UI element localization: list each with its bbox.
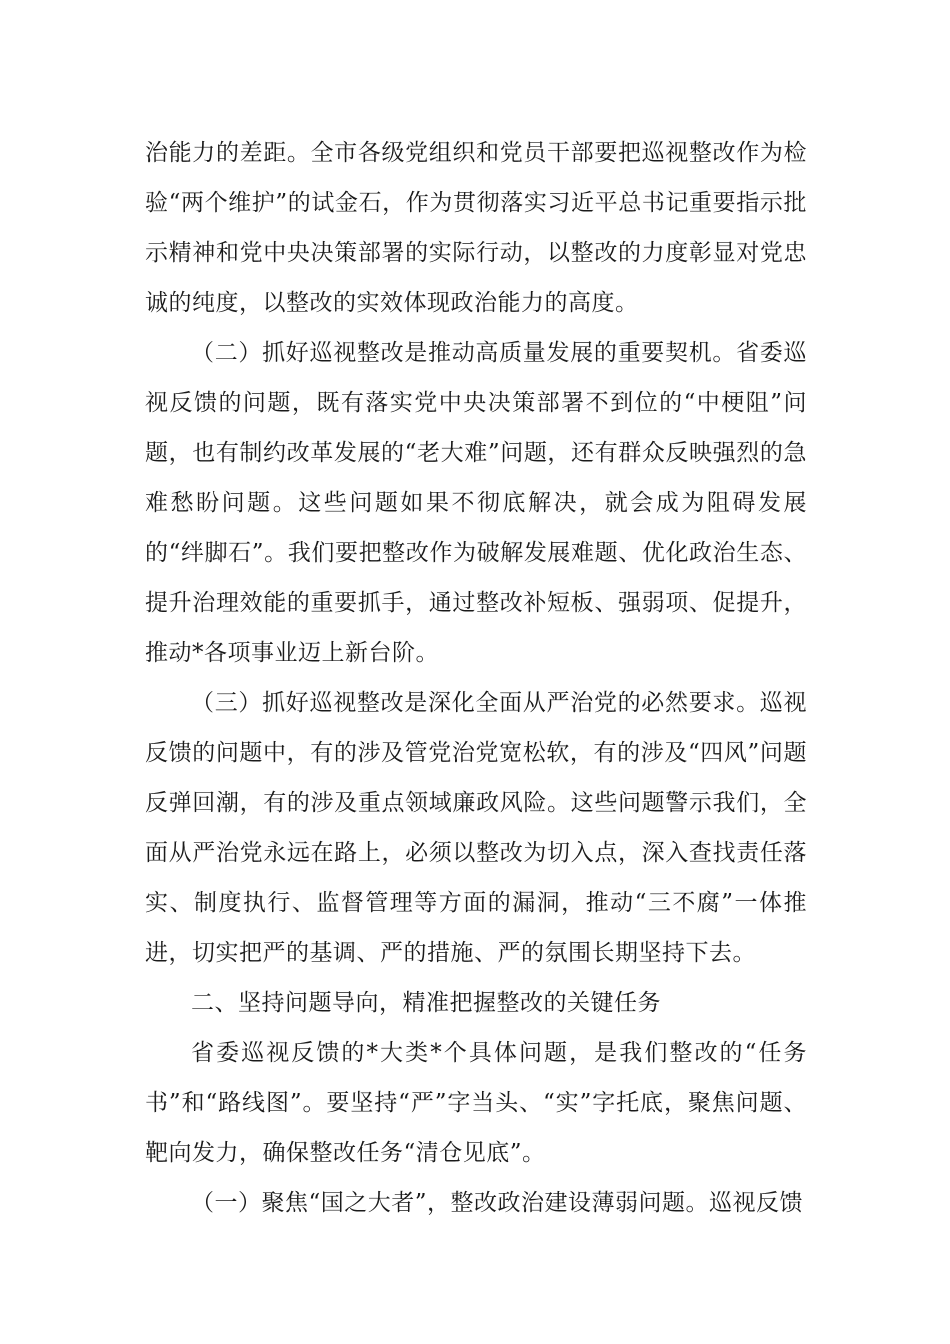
section-heading-2: 二、坚持问题导向，精准把握整改的关键任务: [191, 990, 661, 1016]
paragraph-continuation: 治能力的差距。全市各级党组织和党员干部要把巡视整改作为检验“两个维护”的试金石，作为贯彻落实习近平总书记重要指示批示精神和党中央决策部署的实际行动，以整改的力度彰显对党忠诚的纯度，以整改的实效体现政治能力的高度。: [145, 140, 807, 316]
paragraph-task-1: （一）聚焦“国之大者”，整改政治建设薄弱问题。巡视反馈: [191, 1190, 804, 1216]
paragraph-intro-tasks: 省委巡视反馈的*大类*个具体问题，是我们整改的“任务书”和“路线图”。要坚持“严”字当头、“实”字托底，聚焦问题、靶向发力，确保整改任务“清仓见底”。: [145, 1040, 807, 1166]
document-body: [145, 128, 807, 1228]
paragraph-section-2: （二）抓好巡视整改是推动高质量发展的重要契机。省委巡视反馈的问题，既有落实党中央决策部署不到位的“中梗阻”问题，也有制约改革发展的“老大难”问题，还有群众反映强烈的急难愁盼问题。这些问题如果不彻底解决，就会成为阻碍发展的“绊脚石”。我们要把整改作为破解发展难题、优化政治生态、提升治理效能的重要抓手，通过整改补短板、强弱项、促提升，推动*各项事业迈上新台阶。: [145, 340, 807, 666]
paragraph-section-3: （三）抓好巡视整改是深化全面从严治党的必然要求。巡视反馈的问题中，有的涉及管党治党宽松软，有的涉及“四风”问题反弹回潮，有的涉及重点领域廉政风险。这些问题警示我们，全面从严治党永远在路上，必须以整改为切入点，深入查找责任落实、制度执行、监督管理等方面的漏洞，推动“三不腐”一体推进，切实把严的基调、严的措施、严的氛围长期坚持下去。: [145, 690, 807, 966]
